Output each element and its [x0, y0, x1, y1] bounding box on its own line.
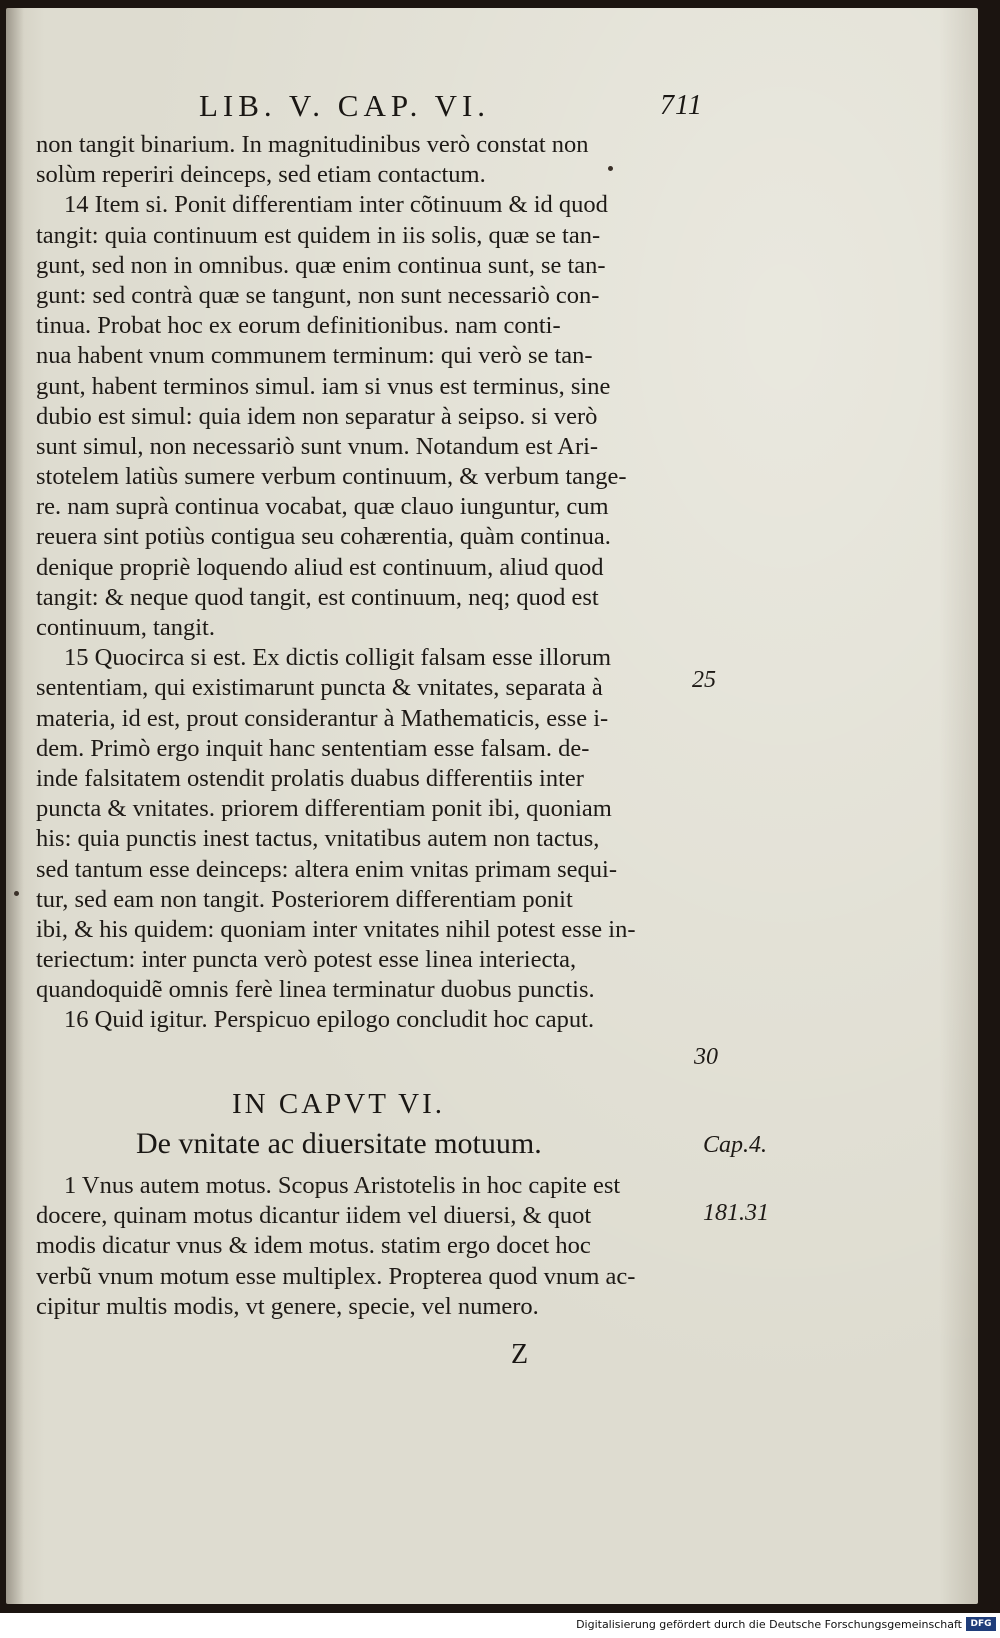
text-line: continuum, tangit.	[36, 614, 215, 641]
text-line: 1 Vnus autem motus. Scopus Aristotelis in hoc capite est	[64, 1172, 621, 1199]
text-line: gunt: sed contrà quæ se tangunt, non sunt necessariò con-	[36, 281, 600, 309]
running-title: LIB. V. CAP. VI.	[199, 88, 491, 123]
commentary-text-section	[36, 1171, 708, 1322]
text-line: ibi, & his quidem: quoniam inter vnitates nihil potest esse in-	[36, 915, 636, 943]
text-line: 14 Item si. Ponit differentiam inter cõtinuum & id quod	[64, 191, 608, 219]
margin-bekker-reference: 181.31	[703, 1200, 769, 1226]
dfg-logo-icon: DFG	[966, 1617, 996, 1631]
text-line: sententiam, qui existimarunt puncta & vnitates, separata à	[36, 674, 603, 702]
text-line: non tangit binarium. In magnitudinibus verò constat non	[36, 131, 589, 158]
text-line: dubio est simul: quia idem non separatur à seipso. si verò	[36, 402, 598, 430]
text-line: nua habent vnum communem terminum: qui verò se tan-	[36, 342, 593, 370]
page-number: 711	[660, 90, 703, 121]
text-line: solùm reperiri deinceps, sed etiam contactum.	[36, 161, 486, 189]
text-line: tangit: & neque quod tangit, est continuum, neq; quod est	[36, 583, 599, 611]
text-line: docere, quinam motus dicantur iidem vel diuersi, & quot	[36, 1202, 592, 1230]
text-line: cipitur multis modis, vt genere, specie, vel numero.	[36, 1292, 539, 1320]
text-line: tinua. Probat hoc ex eorum definitionibus. nam conti-	[36, 312, 561, 340]
margin-chapter-reference: Cap.4.	[703, 1132, 768, 1158]
text-line: tur, sed eam non tangit. Posteriorem differentiam ponit	[36, 885, 573, 913]
text-line: re. nam suprà continua vocabat, quæ clauo iunguntur, cum	[36, 493, 609, 521]
signature-mark: Z	[511, 1339, 529, 1370]
section-subheading: De vnitate ac diuersitate motuum.	[136, 1127, 542, 1160]
ink-spot	[14, 891, 19, 896]
text-line: quandoquidẽ omnis ferè linea terminatur duobus punctis.	[36, 976, 595, 1004]
text-line: tangit: quia continuum est quidem in iis solis, quæ se tan-	[36, 221, 601, 249]
text-line: verbũ vnum motum esse multiplex. Propterea quod vnum ac-	[36, 1262, 636, 1290]
text-line: dem. Primò ergo inquit hanc sententiam esse falsam. de-	[36, 734, 590, 762]
text-line: 15 Quocirca si est. Ex dictis colligit falsam esse illorum	[64, 644, 612, 672]
running-head	[6, 88, 978, 128]
text-line: sed tantum esse deinceps: altera enim vnitas primam sequi-	[36, 855, 618, 883]
ink-spot	[608, 166, 613, 171]
footer-bar	[0, 1613, 1000, 1638]
text-line: materia, id est, prout considerantur à Mathematicis, esse i-	[36, 704, 609, 732]
text-line: puncta & vnitates. priorem differentiam ponit ibi, quoniam	[36, 795, 612, 823]
text-line: 16 Quid igitur. Perspicuo epilogo concludit hoc caput.	[64, 1006, 595, 1034]
commentary-text	[36, 130, 708, 1036]
book-page	[6, 8, 978, 1604]
text-line: modis dicatur vnus & idem motus. statim ergo docet hoc	[36, 1232, 591, 1260]
text-line: gunt, sed non in omnibus. quæ enim continua sunt, se tan-	[36, 251, 606, 279]
text-line: reuera sint potiùs contigua seu cohærentia, quàm continua.	[36, 523, 611, 551]
text-line: gunt, habent terminos simul. iam si vnus est terminus, sine	[36, 372, 611, 400]
section-heading: IN CAPVT VI.	[232, 1088, 445, 1120]
text-line: teriectum: inter puncta verò potest esse linea interiecta,	[36, 946, 577, 974]
text-line: sunt simul, non necessariò sunt vnum. Notandum est Ari-	[36, 432, 599, 460]
margin-line-number: 25	[692, 667, 716, 693]
gutter-shadow	[6, 8, 24, 1604]
text-line: stotelem latiùs sumere verbum continuum, & verbum tange-	[36, 463, 627, 491]
margin-line-number: 30	[694, 1044, 718, 1070]
text-line: denique propriè loquendo aliud est continuum, aliud quod	[36, 553, 604, 581]
funding-credit: Digitalisierung gefördert durch die Deutsche Forschungsgemeinschaft	[576, 1618, 962, 1631]
text-line: his: quia punctis inest tactus, vnitatibus autem non tactus,	[36, 825, 600, 853]
text-line: inde falsitatem ostendit prolatis duabus differentiis inter	[36, 764, 584, 792]
